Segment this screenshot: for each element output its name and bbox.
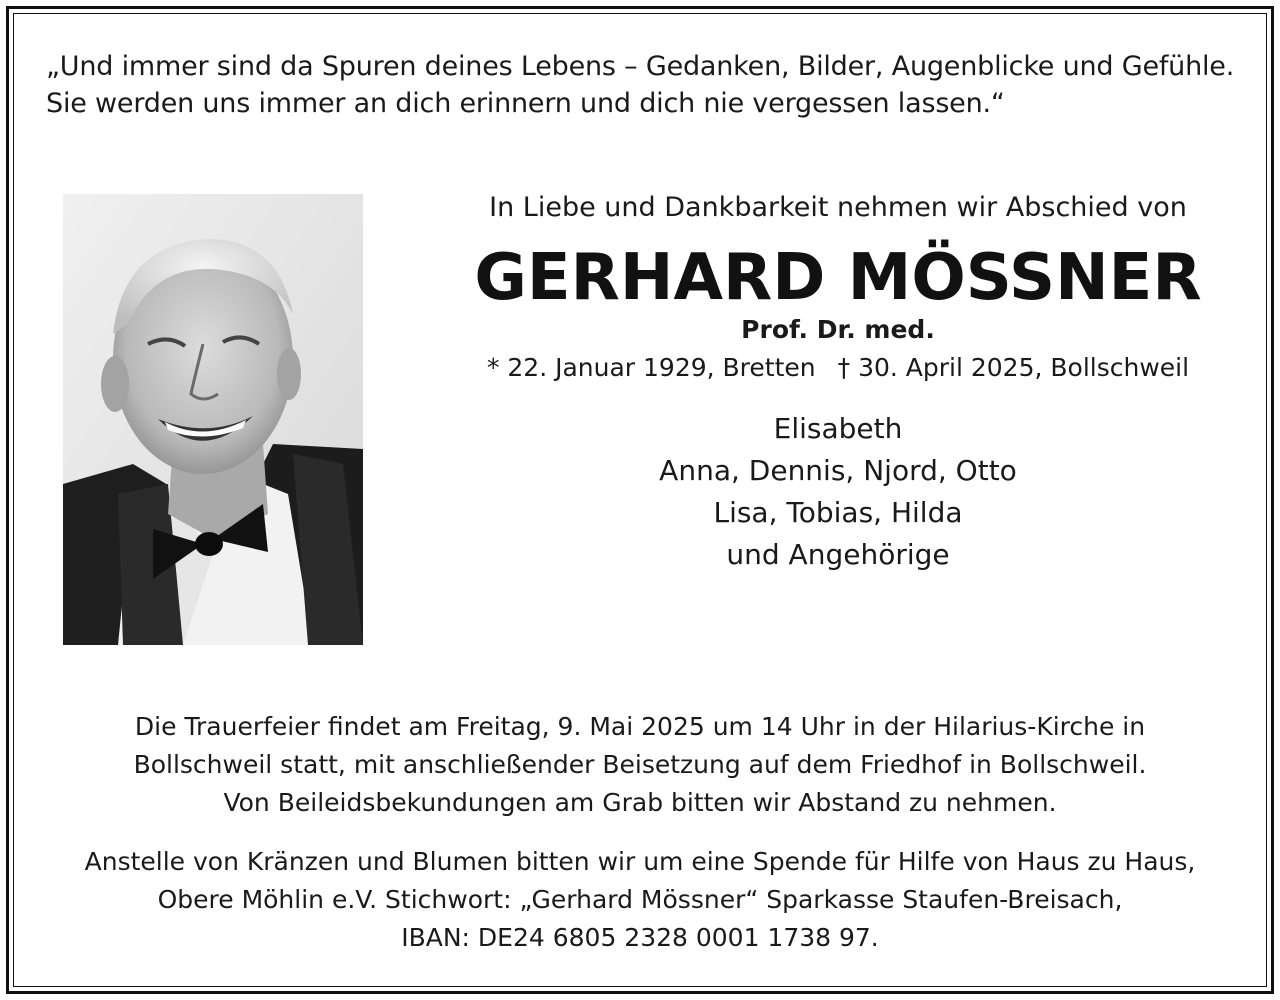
life-dates (438, 348, 1238, 388)
family-line: Lisa, Tobias, Hilda (713, 496, 963, 529)
donation-line: IBAN: DE24 6805 2328 0001 1738 97. (401, 923, 879, 952)
donation-line: Anstelle von Kränzen und Blumen bitten wir um eine Spende für Hilfe von Haus zu Haus, (84, 847, 1196, 876)
ceremony-info (20, 708, 1260, 822)
intro-line: In Liebe und Dankbarkeit nehmen wir Abschied von (489, 192, 1187, 223)
announcement-block (438, 186, 1238, 576)
donation-line: Obere Möhlin e.V. Stichwort: „Gerhard Mössner“ Sparkasse Staufen-Breisach, (157, 885, 1123, 914)
academic-title: Prof. Dr. med. (741, 315, 935, 344)
memorial-quote (46, 48, 1246, 122)
deceased-name: GERHARD MÖSSNER (474, 241, 1202, 315)
quote-line-2: Sie werden uns immer an dich erinnern und dich nie vergessen lassen.“ (46, 88, 1005, 119)
family-list (438, 408, 1238, 576)
birth-date: * 22. Januar 1929, Bretten (486, 353, 816, 382)
ceremony-line: Die Trauerfeier findet am Freitag, 9. Mai 2025 um 14 Uhr in der Hilarius-Kirche in (134, 712, 1146, 741)
portrait-photo (63, 194, 363, 645)
donation-info (20, 843, 1260, 957)
family-line: und Angehörige (726, 538, 950, 571)
family-line: Elisabeth (773, 412, 903, 445)
family-line: Anna, Dennis, Njord, Otto (659, 454, 1017, 487)
quote-line-1: „Und immer sind da Spuren deines Lebens – Gedanken, Bilder, Augenblicke und Gefühle. (46, 51, 1235, 82)
ceremony-line: Bollschweil statt, mit anschließender Beisetzung auf dem Friedhof in Bollschweil. (133, 750, 1147, 779)
death-date: † 30. April 2025, Bollschweil (837, 353, 1190, 382)
ceremony-line: Von Beileidsbekundungen am Grab bitten wir Abstand zu nehmen. (223, 788, 1057, 817)
